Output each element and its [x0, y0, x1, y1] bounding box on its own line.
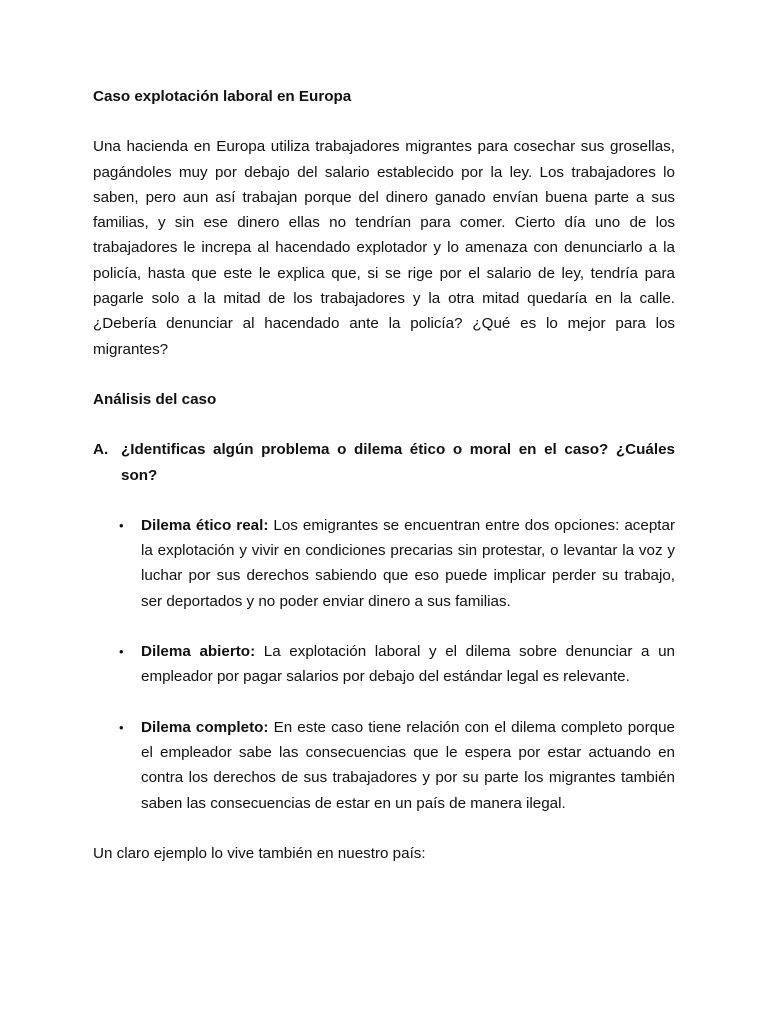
document-body — [93, 84, 675, 866]
closing-line: Un claro ejemplo lo vive también en nuestro país: — [93, 844, 426, 862]
list-item — [93, 513, 675, 614]
dilemma-list — [93, 513, 675, 816]
analysis-heading: Análisis del caso — [93, 390, 217, 408]
bullet-marker: • — [119, 719, 124, 735]
bullet-text: Los emigrantes se encuentran entre dos opciones: aceptar la explotación y vivir en condiciones precarias sin protestar, o levantar la voz y luchar por sus derechos sabiendo que eso puede implicar perder su trabajo, ser deportados y no poder enviar dinero a sus familias. — [141, 516, 676, 610]
bullet-label: Dilema ético real: — [141, 516, 269, 534]
bullet-text: En este caso tiene relación con el dilema completo porque el empleador sabe las consecuencias que le espera por estar actuando en contra los derechos de sus trabajadores y por su parte los migrantes también saben las consecuencias de estar en un país de manera ilegal. — [141, 718, 675, 812]
question-a — [93, 437, 675, 488]
intro-paragraph: Una hacienda en Europa utiliza trabajadores migrantes para cosechar sus grosellas, pagándoles muy por debajo del salario establecido por la ley. Los trabajadores lo saben, pero aun así trabajan porque del dinero ganado envían buena parte a sus familias, y sin ese dinero ellas no tendrían para comer. Cierto día uno de los trabajadores le increpa al hacendado explotador y lo amenaza con denunciarlo a la policía, hasta que este le explica que, si se rige por el salario de ley, tendría para pagarle solo a la mitad de los trabajadores y la otra mitad quedaría en la calle. ¿Debería denunciar al hacendado ante la policía? ¿Qué es lo mejor para los migrantes? — [93, 138, 675, 358]
list-item — [93, 639, 675, 690]
question-letter: A. — [93, 441, 109, 459]
question-text: ¿Identificas algún problema o dilema ético o moral en el caso? ¿Cuáles son? — [121, 441, 675, 484]
document-title: Caso explotación laboral en Europa — [93, 88, 352, 105]
bullet-label: Dilema completo: — [141, 718, 269, 736]
bullet-marker: • — [119, 517, 124, 533]
bullet-marker: • — [119, 644, 124, 660]
bullet-text: La explotación laboral y el dilema sobre denunciar a un empleador por pagar salarios por debajo del estándar legal es relevante. — [141, 643, 675, 686]
bullet-label: Dilema abierto: — [141, 643, 256, 661]
list-item — [93, 715, 675, 816]
